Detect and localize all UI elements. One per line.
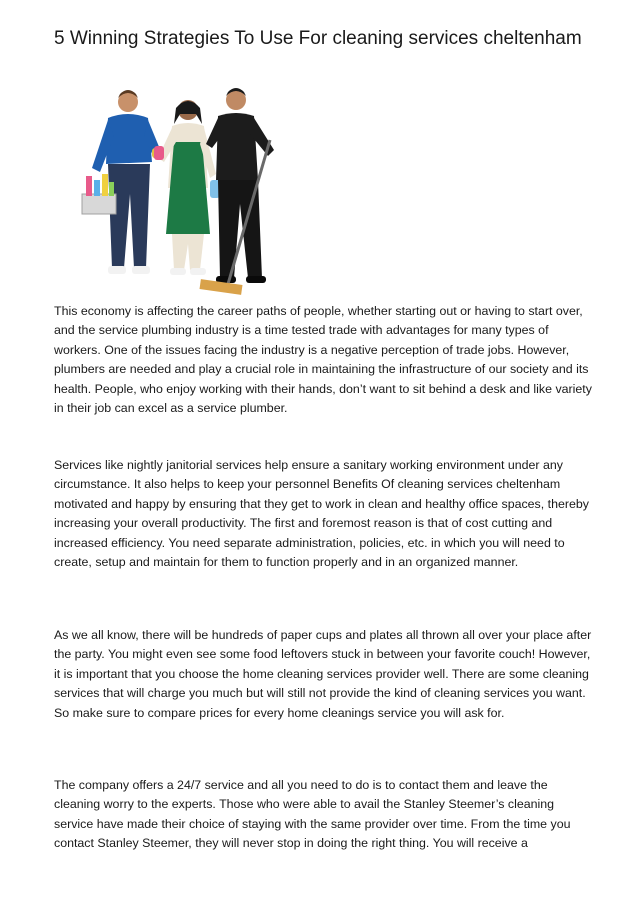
paragraph-2: Services like nightly janitorial services help ensure a sanitary working environment under any circumstance. It also helps to keep your personnel Benefits Of cleaning services cheltenham motivated and happy by ensuring that they get to work in clean and healthy office spaces, thereby increasing your overall productivity. The first and foremost reason is that of cost cutting and increased efficiency. You need separate administration, policies, etc. in which you will need to create, setup and maintain for them to function properly and in an organized manner. — [54, 458, 589, 570]
cleaning-staff-illustration — [78, 84, 290, 300]
paragraph-4: The company offers a 24/7 service and all you need to do is to contact them and leave the cleaning worry to the experts. Those who were able to avail the Stanley Steemer’s cleaning service have made their choice of staying with the same provider over time. From the time you contact Stanley Steemer, they will never stop in doing the right thing. You will receive a — [54, 778, 571, 851]
woman-green-apron-figure — [154, 100, 220, 275]
man-blue-shirt-figure — [82, 90, 162, 274]
paragraph-1: This economy is affecting the career paths of people, whether starting out or having to start over, and the service plumbing industry is a time tested trade with advantages for many types of workers. One of the issues facing the industry is a negative perception of trade jobs. However, plumbers are needed and play a crucial role in maintaining the infrastructure of our society and its health. People, who enjoy working with their hands, don’t want to sit behind a desk and like variety in their job can excel as a service plumber. — [54, 304, 592, 416]
paragraph-3: As we all know, there will be hundreds of paper cups and plates all thrown all over your place after the party. You might even see some food leftovers stuck in between your favorite couch! However, it is important that you choose the home cleaning services provider well. There are some cleaning services that will charge you much but will still not provide the kind of cleaning services you want. So make sure to compare prices for every home cleanings service you will ask for. — [54, 628, 592, 720]
page-title: 5 Winning Strategies To Use For cleaning services cheltenham — [54, 28, 582, 49]
